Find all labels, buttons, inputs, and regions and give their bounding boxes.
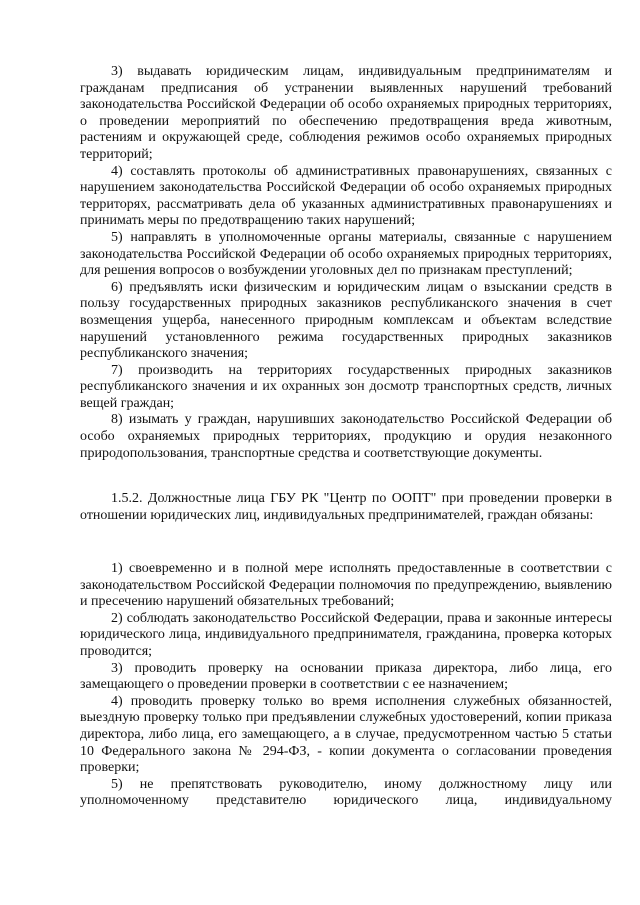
list-item: 7) производить на территориях государственных природных заказников республиканского значения и их охранных зон досмотр транспортных средств, личных вещей граждан; <box>80 362 612 411</box>
list-item: 2) соблюдать законодательство Российской Федерации, права и законные интересы юридического лица, индивидуального предпринимателя, гражданина, проверка которых проводится; <box>80 610 612 659</box>
obligations-list <box>80 561 612 810</box>
section-heading <box>80 491 612 524</box>
list-item: 1) своевременно и в полной мере исполнять предоставленные в соответствии с законодательством Российской Федерации полномочия по предупреждению, выявлению и пресечению нарушений обязательных требований; <box>80 561 612 610</box>
list-item: 4) составлять протоколы об административных правонарушениях, связанных с нарушением законодательства Российской Федерации об особо охраняемых природных территорях, рассматривать дела об указанных административных правонарушениях и принимать меры по предотвращению таких нарушений; <box>80 163 612 229</box>
list-item: 5) не препятствовать руководителю, иному должностному лицу или уполномоченному представителю юридического лица, индивидуальному <box>80 776 612 809</box>
list-item: 4) проводить проверку только во время исполнения служебных обязанностей, выездную проверку только при предъявлении служебных удостоверений, копии приказа директора, либо лица, его замещающего, а в случае, предусмотренном частью 5 статьи 10 Федерального закона № 294-ФЗ, - копии документа о согласовании проведения проверки; <box>80 693 612 776</box>
powers-list <box>80 64 612 462</box>
list-item: 6) предъявлять иски физическим и юридическим лицам о взыскании средств в пользу государственных природных заказников республиканского значения в счет возмещения ущерба, нанесенного природным комплексам и объектам вследствие нарушений установленного режима государственных природных заказников республиканского значения; <box>80 279 612 362</box>
list-item: 5) направлять в уполномоченные органы материалы, связанные с нарушением законодательства Российской Федерации об особо охраняемых природных территориях, для решения вопросов о возбуждении уголовных дел по признакам преступлений; <box>80 229 612 279</box>
section-heading-text: 1.5.2. Должностные лица ГБУ РК "Центр по ООПТ" при проведении проверки в отношении юридических лиц, индивидуальных предпринимателей, граждан обязаны: <box>80 491 612 523</box>
list-item: 8) изымать у граждан, нарушивших законодательство Российской Федерации об особо охраняемых природных территориях, продукцию и орудия незаконного природопользования, транспортные средства и соответствующие документы. <box>80 412 612 461</box>
list-item: 3) выдавать юридическим лицам, индивидуальным предпринимателям и гражданам предписания об устранении выявленных нарушений требований законодательства Российской Федерации об особо охраняемых природных территориях, о проведении мероприятий по обеспечению предотвращения вреда животным, растениям и окружающей среде, соблюдения режимов особо охраняемых природных территорий; <box>80 64 612 162</box>
list-item: 3) проводить проверку на основании приказа директора, либо лица, его замещающего о проведении проверки в соответствии с ее назначением; <box>80 660 612 693</box>
